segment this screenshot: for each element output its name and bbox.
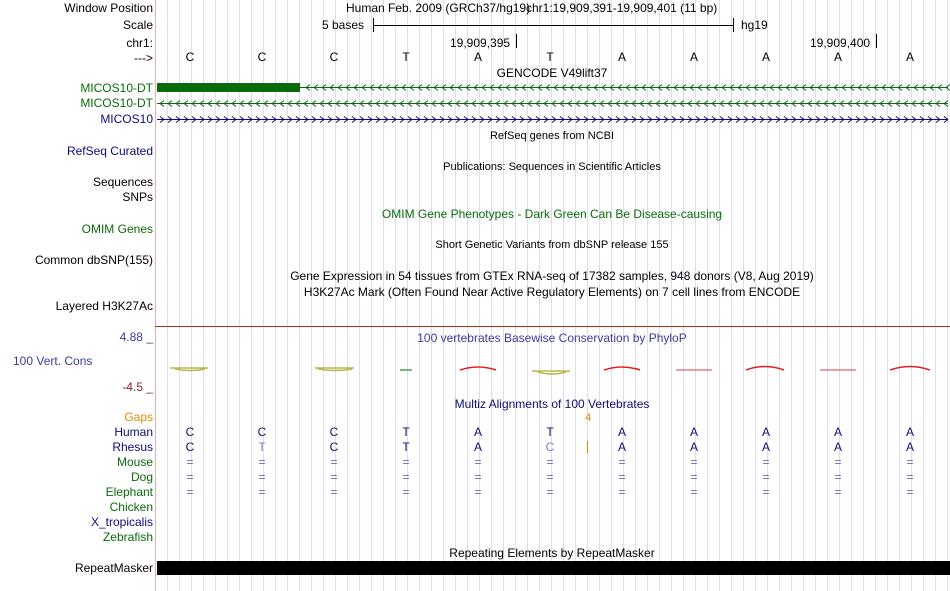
reference-base: C (257, 50, 267, 64)
window-position-label: Window Position (64, 1, 153, 15)
phylop-mark (890, 367, 930, 371)
match-mark: = (258, 455, 266, 469)
match-mark: = (186, 485, 194, 499)
phylop-mark (604, 367, 640, 370)
match-mark: = (546, 455, 554, 469)
reference-base: T (546, 50, 554, 64)
match-mark: = (402, 455, 410, 469)
match-mark: = (618, 455, 626, 469)
refseq-track-title: RefSeq genes from NCBI (489, 130, 615, 142)
rhesus-base: C (545, 440, 555, 454)
human-base: A (833, 425, 843, 439)
match-mark: = (762, 485, 770, 499)
match-mark: = (618, 470, 626, 484)
match-mark: = (546, 470, 554, 484)
rhesus-base: T (402, 440, 410, 454)
phylop-mark (315, 368, 354, 371)
coord-label-1: 19,909,395 (450, 36, 511, 50)
strand-label: ---> (134, 51, 153, 65)
reference-base: C (185, 50, 195, 64)
gap-count: 4 (585, 412, 592, 424)
reference-base: A (689, 50, 699, 64)
gtex-track-title: Gene Expression in 54 tissues from GTEx RNA-seq of 17382 samples, 948 donors (V8, Aug 2019) (290, 269, 814, 283)
human-base: A (689, 425, 699, 439)
match-mark: = (618, 485, 626, 499)
match-mark: = (690, 470, 698, 484)
h3k27ac-label[interactable]: Layered H3K27Ac (55, 299, 153, 313)
omim-track-title: OMIM Gene Phenotypes - Dark Green Can Be Disease-causing (381, 207, 723, 221)
phylop-mark (170, 368, 208, 371)
sequences-label[interactable]: Sequences (92, 175, 153, 189)
gencode-track-title: GENCODE V49lift37 (496, 66, 608, 80)
chrom-label: chr1: (126, 36, 153, 50)
match-mark: = (186, 470, 194, 484)
species-elephant[interactable]: Elephant (105, 485, 153, 499)
reference-base: T (402, 50, 410, 64)
match-mark: = (690, 455, 698, 469)
rhesus-base: C (329, 440, 339, 454)
match-mark: = (834, 470, 842, 484)
coord-label-2: 19,909,400 (810, 36, 871, 50)
species-human[interactable]: Human (114, 425, 153, 439)
match-mark: = (258, 470, 266, 484)
dbsnp-label[interactable]: Common dbSNP(155) (34, 253, 153, 267)
match-mark: = (906, 470, 914, 484)
h3k27ac-track-title: H3K27Ac Mark (Often Found Near Active Regulatory Elements) on 7 cell lines from ENCODE (303, 285, 801, 299)
human-base: A (473, 425, 483, 439)
gencode-item-1-label[interactable]: MICOS10-DT (80, 81, 153, 95)
match-mark: = (474, 485, 482, 499)
phylop-mark (460, 367, 496, 370)
match-mark: = (762, 470, 770, 484)
human-base: T (402, 425, 410, 439)
species-rhesus[interactable]: Rhesus (112, 440, 153, 454)
assembly-title: Human Feb. 2009 (GRCh37/hg19) (346, 1, 531, 15)
gencode-item-2-label[interactable]: MICOS10-DT (80, 96, 153, 110)
repeat-element-bar[interactable] (157, 561, 950, 575)
match-mark: = (474, 470, 482, 484)
db-label: hg19 (741, 18, 768, 32)
multiz-track-title: Multiz Alignments of 100 Vertebrates (454, 397, 650, 411)
scale-label: Scale (122, 18, 153, 32)
rhesus-base: A (689, 440, 699, 454)
phylop-min-label: -4.5 _ (122, 380, 153, 394)
phylop-label[interactable]: 100 Vert. Cons (13, 354, 93, 368)
reference-base: A (761, 50, 771, 64)
match-mark: = (474, 455, 482, 469)
human-base: C (257, 425, 267, 439)
species-chicken[interactable]: Chicken (109, 500, 153, 514)
human-base: A (761, 425, 771, 439)
match-mark: = (906, 455, 914, 469)
refseq-label[interactable]: RefSeq Curated (66, 144, 153, 158)
omim-label[interactable]: OMIM Genes (81, 222, 153, 236)
match-mark: = (402, 485, 410, 499)
human-base: T (546, 425, 554, 439)
match-mark: = (834, 455, 842, 469)
rhesus-base: A (905, 440, 915, 454)
reference-base: C (329, 50, 339, 64)
match-mark: = (402, 470, 410, 484)
rhesus-base: A (833, 440, 843, 454)
rmsk-track-title: Repeating Elements by RepeatMasker (449, 546, 655, 560)
rhesus-base: A (617, 440, 627, 454)
phylop-mark (532, 371, 570, 374)
rhesus-base: A (473, 440, 483, 454)
species-x-tropicalis[interactable]: X_tropicalis (90, 515, 153, 529)
match-mark: = (834, 485, 842, 499)
match-mark: = (762, 455, 770, 469)
human-base: A (617, 425, 627, 439)
rhesus-base: C (185, 440, 195, 454)
match-mark: = (330, 485, 338, 499)
position-text[interactable]: chr1:19,909,391-19,909,401 (11 bp) (526, 1, 718, 15)
rhesus-base: T (258, 440, 266, 454)
match-mark: = (186, 455, 194, 469)
phylop-track-title: 100 vertebrates Basewise Conservation by PhyloP (417, 331, 687, 345)
gencode-item-3-label[interactable]: MICOS10 (100, 112, 153, 126)
reference-base: A (833, 50, 843, 64)
match-mark: = (546, 485, 554, 499)
gaps-label[interactable]: Gaps (124, 410, 153, 424)
species-zebrafish[interactable]: Zebrafish (102, 530, 153, 544)
human-base: C (329, 425, 339, 439)
species-dog[interactable]: Dog (130, 470, 153, 484)
match-mark: = (690, 485, 698, 499)
human-base: C (185, 425, 195, 439)
pubs-track-title: Publications: Sequences in Scientific Articles (443, 161, 661, 173)
match-mark: = (258, 485, 266, 499)
dbsnp-track-title: Short Genetic Variants from dbSNP release 155 (435, 239, 669, 251)
reference-base: A (473, 50, 483, 64)
reference-base: A (905, 50, 915, 64)
gap-marker (587, 441, 588, 453)
rmsk-label[interactable]: RepeatMasker (74, 561, 153, 575)
human-base: A (905, 425, 915, 439)
species-mouse[interactable]: Mouse (116, 455, 153, 469)
rhesus-base: A (761, 440, 771, 454)
snps-label[interactable]: SNPs (122, 190, 153, 204)
reference-base: A (617, 50, 627, 64)
match-mark: = (906, 485, 914, 499)
match-mark: = (330, 470, 338, 484)
match-mark: = (330, 455, 338, 469)
phylop-max-label: 4.88 _ (119, 330, 153, 344)
phylop-mark (746, 367, 784, 371)
scale-text: 5 bases (322, 18, 365, 32)
